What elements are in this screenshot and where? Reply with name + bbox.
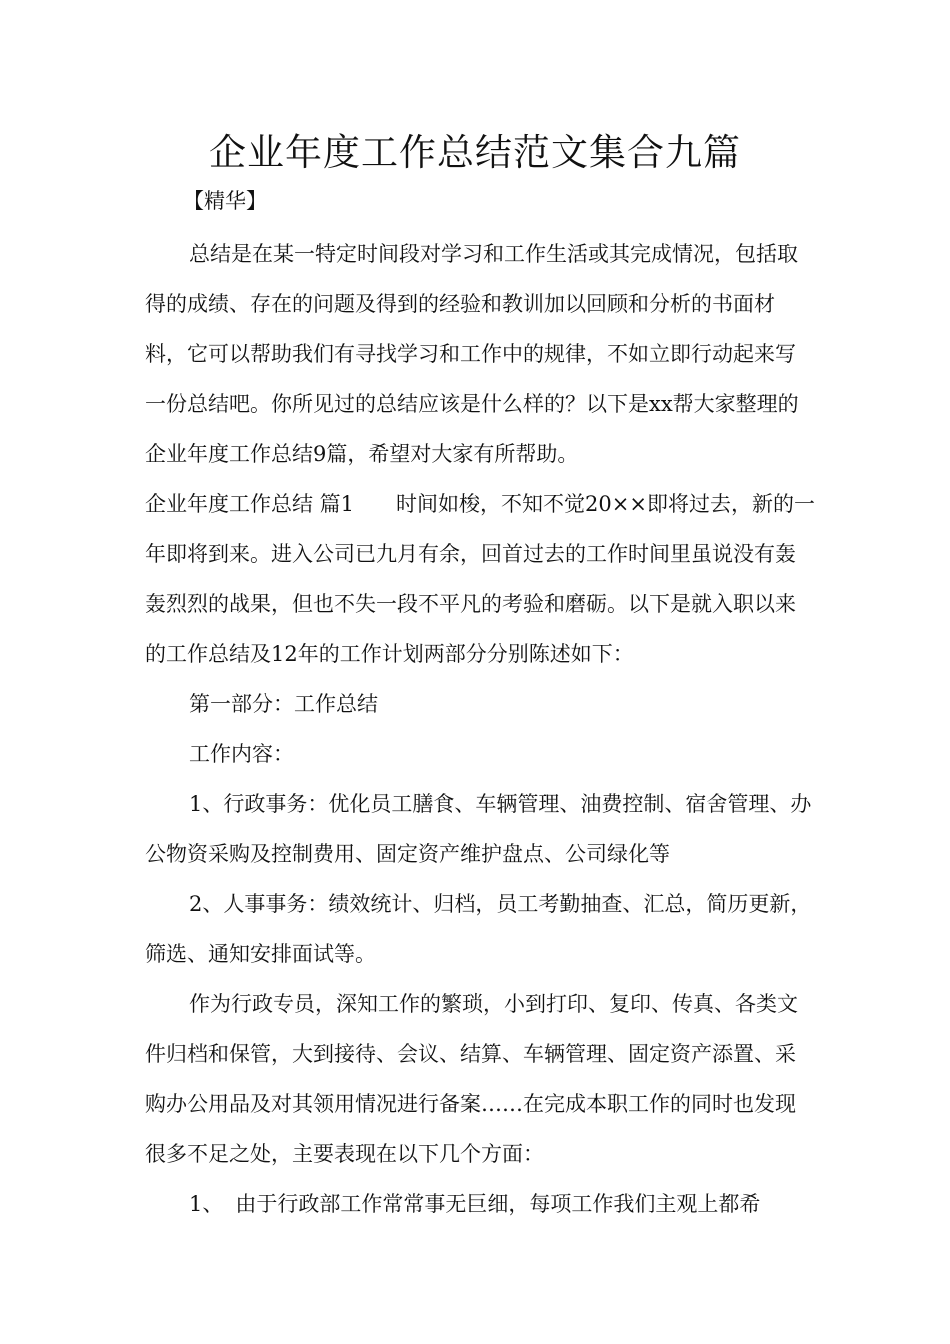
work-item-2: 2、人事事务：绩效统计、归档，员工考勤抽查、汇总，简历更新，筛选、通知安排面试等。	[145, 892, 812, 966]
intro-paragraph: 总结是在某一特定时间段对学习和工作生活或其完成情况，包括取得的成绩、存在的问题及得到的经验和教训加以回顾和分析的书面材料，它可以帮助我们有寻找学习和工作中的规律，不如立即行动起来写一份总结吧。你所见过的总结应该是什么样的？以下是xx帮大家整理的企业年度工作总结9篇，希望对大家有所帮助。	[145, 242, 799, 466]
work-content-heading: 工作内容：	[189, 742, 294, 766]
document-title: 企业年度工作总结范文集合九篇	[209, 131, 741, 174]
document-tag: 【精华】	[183, 189, 267, 213]
work-item-1: 1、行政事务：优化员工膳食、车辆管理、油费控制、宿舍管理、办公物资采购及控制费用、固定资产维护盘点、公司绿化等	[145, 792, 812, 866]
part-1-heading: 第一部分：工作总结	[189, 692, 378, 716]
document-body	[145, 229, 815, 1229]
admin-paragraph: 作为行政专员，深知工作的繁琐，小到打印、复印、传真、各类文件归档和保管，大到接待、会议、结算、车辆管理、固定资产添置、采购办公用品及对其领用情况进行备案……在完成本职工作的同时也发现很多不足之处，主要表现在以下几个方面：	[145, 992, 798, 1166]
section-1-paragraph	[145, 479, 815, 679]
point-1-paragraph	[145, 1179, 815, 1229]
section-1-text: 时间如梭，不知不觉20××即将过去，新的一年即将到来。进入公司已九月有余，回首过去的工作时间里虽说没有轰轰烈烈的战果，但也不失一段不平凡的考验和磨砺。以下是就入职以来的工作总结及12年的工作计划两部分分别陈述如下：	[145, 492, 815, 666]
point-1-number: 1、	[189, 1192, 224, 1216]
section-1-heading: 企业年度工作总结 篇1	[145, 492, 355, 516]
point-1-text: 由于行政部工作常常事无巨细，每项工作我们主观上都希	[235, 1192, 761, 1216]
